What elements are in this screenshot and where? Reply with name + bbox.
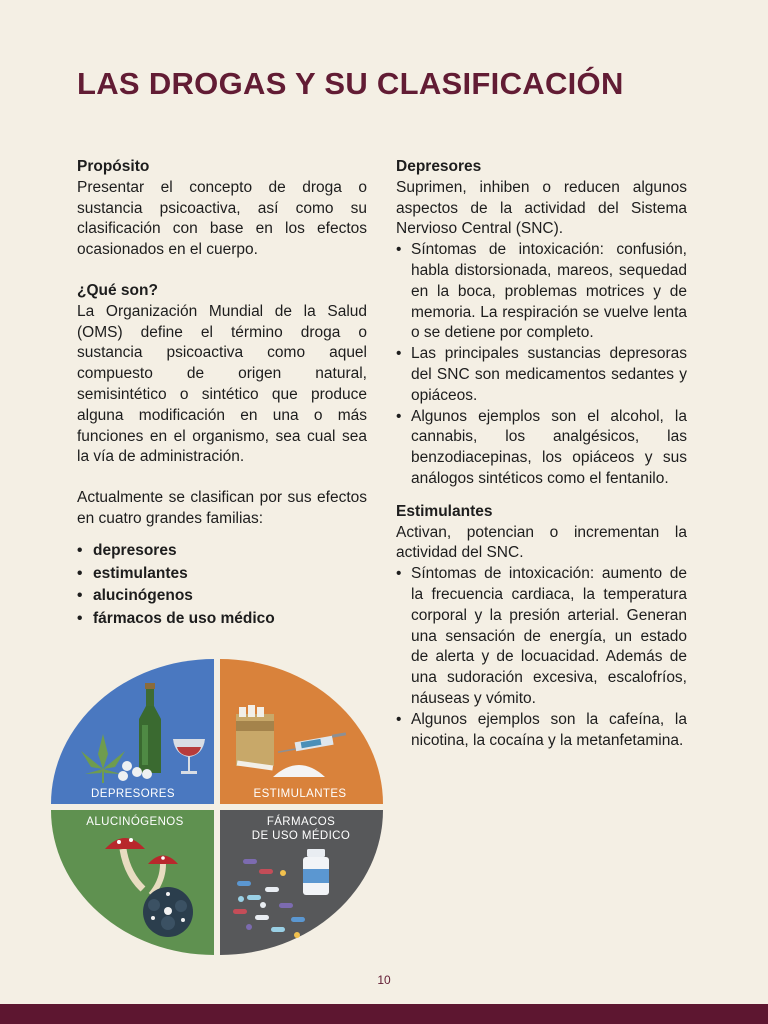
families-list [77,540,367,631]
page-title: LAS DROGAS Y SU CLASIFICACIÓN [77,66,624,101]
depresores-heading: Depresores [396,158,482,175]
farmacos-label-line1: FÁRMACOS [266,816,336,828]
page-number: 10 [377,973,391,987]
footer-bar [0,1004,768,1024]
left-column [77,157,367,631]
list-item: • Las principales sustancias depresoras del SNC son medicamentos sedantes y opiáceos. [396,345,687,404]
estimulantes-bullets [396,564,687,751]
que-son-heading: ¿Qué son? [77,281,158,299]
families-intro: Actualmente se clasifican por sus efectos en cuatro grandes familias: [77,489,367,527]
alucinogenos-label: ALUCINÓGENOS [86,816,184,828]
right-column [396,157,687,751]
depresores-label: DEPRESORES [91,788,175,800]
cigarettes-icon [236,705,274,770]
list-item: • alucinógenos [77,587,193,605]
estimulantes-intro: Activan, potencian o incrementan la actividad del SNC. [396,523,687,562]
list-item: • Síntomas de intoxicación: confusión, habla distorsionada, mareos, sequedad en la boca, problemas motrices y de memoria. La respiración se vuelve lenta o se detiene por completo. [396,241,687,342]
list-item: • fármacos de uso médico [77,610,275,628]
cactus-icon [143,887,193,937]
farmacos-label-line2: DE USO MÉDICO [251,830,351,842]
depresores-quadrant [51,659,214,804]
list-item: • Síntomas de intoxicación: aumento de la frecuencia cardiaca, la temperatura corporal y la presión arterial. Generan una sensación de energía, un estado de alerta y de locuacidad. Además de una sudoración excesiva, escalofríos, náuseas y vómito. [396,565,687,707]
list-item: • Algunos ejemplos son el alcohol, la cannabis, los analgésicos, las benzodiacepinas, los opiáceos y sus análogos sintéticos como el fentanilo. [396,407,687,487]
alucinogenos-quadrant [51,810,214,955]
depresores-bullets [396,240,687,490]
drug-families-wheel [51,659,383,955]
estimulantes-heading: Estimulantes [396,502,493,520]
list-item: • estimulantes [77,564,188,582]
depresores-intro: Suprimen, inhiben o reducen algunos aspectos de la actividad del Sistema Nervioso Central (SNC). [396,178,687,238]
proposito-text: Presentar el concepto de droga o sustancia psicoactiva, así como su clasificación con base en los efectos ocasionados en el cuerpo. [77,178,367,259]
list-item: • depresores [77,541,177,559]
que-son-text: La Organización Mundial de la Salud (OMS) define el término droga o sustancia psicoactiva como aquel compuesto de origen natural, semisintético o sintético que produce alguna modificación en una o más funciones en el organismo, sea cual sea la vía de administración. [77,302,367,466]
proposito-heading: Propósito [77,158,150,175]
list-item: • Algunos ejemplos son la cafeína, la nicotina, la cocaína y la metanfetamina. [396,710,687,749]
estimulantes-label: ESTIMULANTES [253,788,347,800]
